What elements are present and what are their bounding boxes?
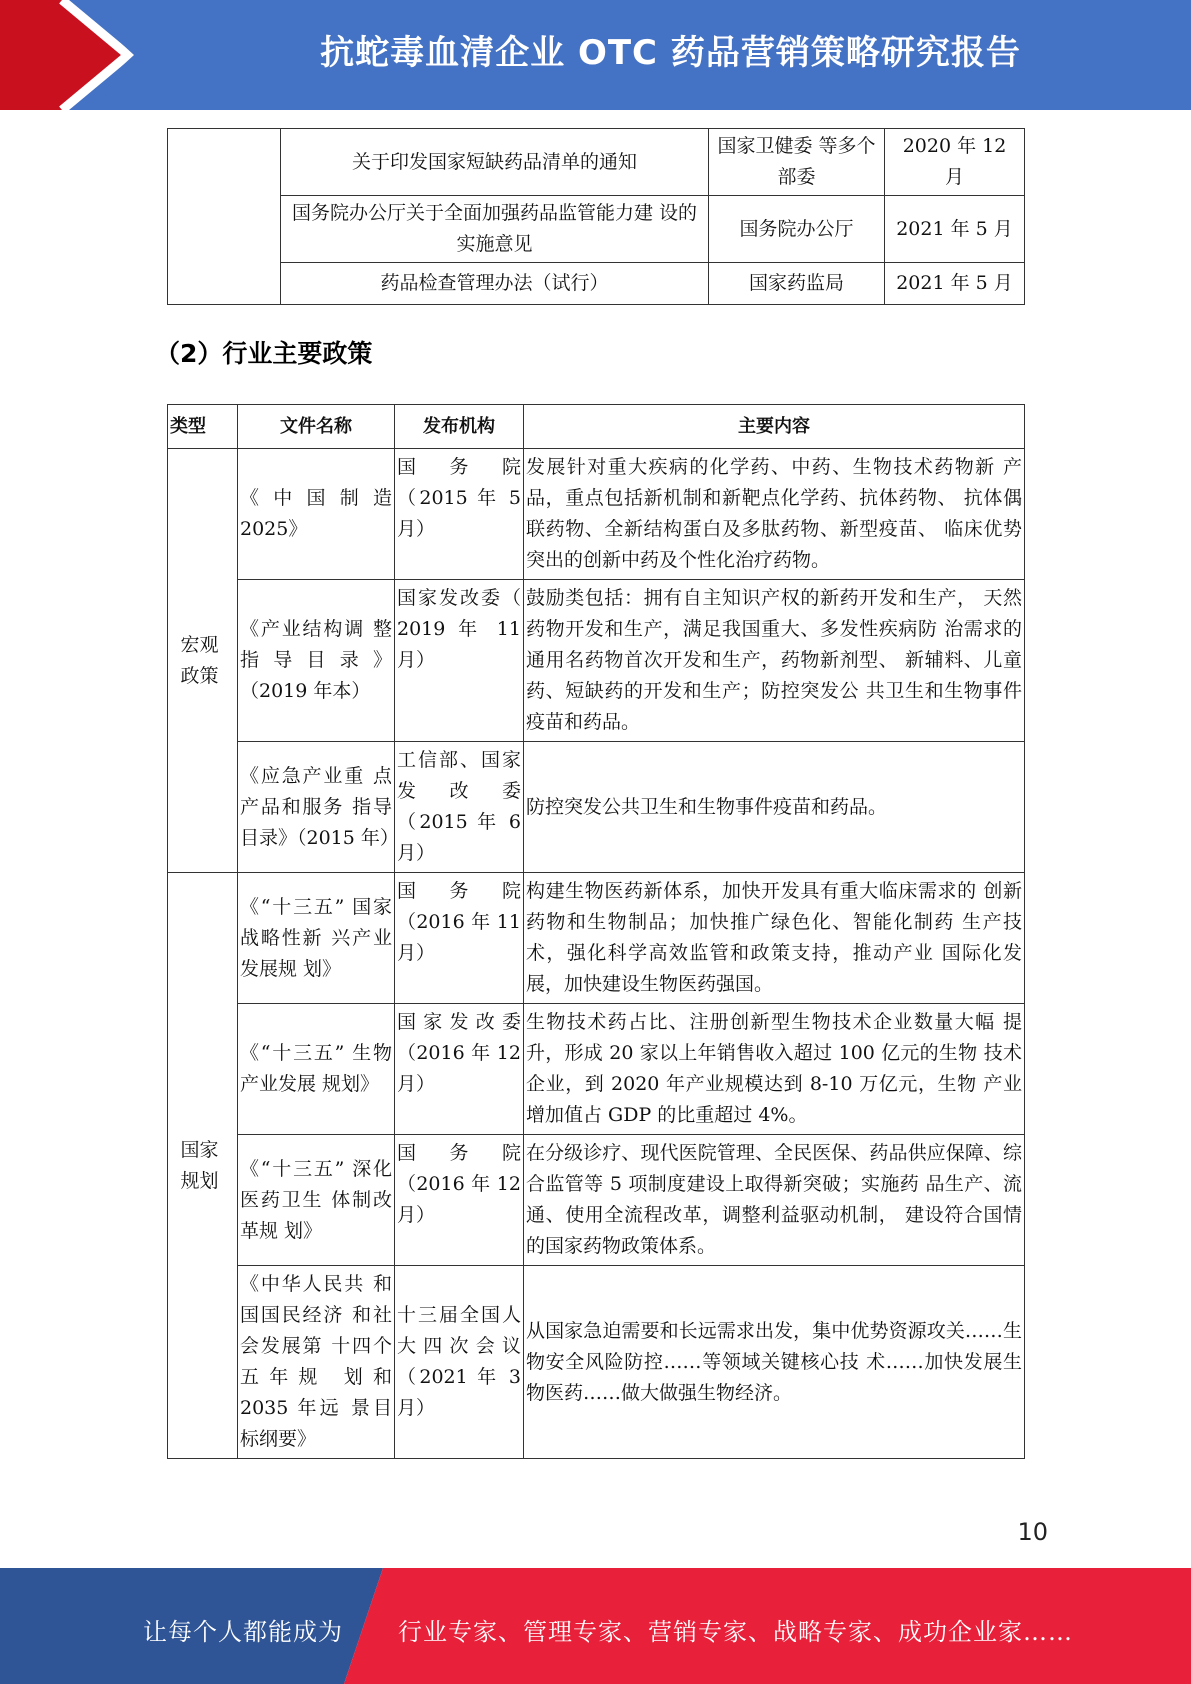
document-name: 药品检查管理办法（试行） <box>281 263 709 305</box>
main-content: 鼓励类包括：拥有自主知识产权的新药开发和生产， 天然药物开发和生产，满足我国重大、多发性疾病防 治需求的通用名药物首次开发和生产，药物新剂型、 新辅料、儿童药、短缺药的开发和生产；防控突发公 共卫生和生物事件疫苗和药品。 <box>524 580 1025 742</box>
issuer: 国务院 （2016 年 12 月） <box>395 1135 524 1266</box>
empty-type-cell <box>168 129 281 305</box>
report-title: 抗蛇毒血清企业 OTC 药品营销策略研究报告 <box>320 33 1021 73</box>
section-heading: （2）行业主要政策 <box>155 339 373 368</box>
document-name: 《“十三五” 深化医药卫生 体制改革规 划》 <box>238 1135 395 1266</box>
header-issuer: 发布机构 <box>395 405 524 449</box>
header-type: 类型 <box>168 405 238 449</box>
issuer: 国家卫健委 等多个部委 <box>709 129 885 196</box>
issue-date: 2020 年 12 月 <box>885 129 1025 196</box>
table-row <box>168 873 1025 1004</box>
header-banner <box>0 0 1191 110</box>
industry-policy-table <box>167 404 1025 1459</box>
table-row <box>168 129 1025 196</box>
main-content: 从国家急迫需要和长远需求出发，集中优势资源攻关……生物安全风险防控……等领域关键核心技 术……加快发展生物医药……做大做强生物经济。 <box>524 1266 1025 1459</box>
footer-slogan-left: 让每个人都能成为 <box>143 1618 343 1646</box>
issuer: 国务院办公厅 <box>709 196 885 263</box>
header-content: 主要内容 <box>524 405 1025 449</box>
issuer: 国务院 （2016 年 11 月） <box>395 873 524 1004</box>
document-name: 《产业结构调 整指导目录》（2019 年本） <box>238 580 395 742</box>
main-content: 生物技术药占比、注册创新型生物技术企业数量大幅 提升，形成 20 家以上年销售收入超过 100 亿元的生物 技术企业，到 2020 年产业规模达到 8-10 万亿元，生物 产业增加值占 GDP 的比重超过 4%。 <box>524 1004 1025 1135</box>
main-content: 在分级诊疗、现代医院管理、全民医保、药品供应保障、综合监管等 5 项制度建设上取得新突破；实施药 品生产、流通、使用全流程改革，调整利益驱动机制， 建设符合国情的国家药物政策体系。 <box>524 1135 1025 1266</box>
table-header-row <box>168 405 1025 449</box>
document-name: 《“十三五” 生物产业发展 规划》 <box>238 1004 395 1135</box>
header-name: 文件名称 <box>238 405 395 449</box>
document-name: 《中华人民共 和国国民经济 和社会发展第 十四个五年规 划和 2035 年远 景目标纲要》 <box>238 1266 395 1459</box>
table-row <box>168 263 1025 305</box>
issuer: 工信部、国家发改委 （2015 年 6 月） <box>395 742 524 873</box>
table-row <box>168 449 1025 580</box>
document-name: 《“十三五” 国家战略性新 兴产业发展规 划》 <box>238 873 395 1004</box>
table-row <box>168 580 1025 742</box>
issue-date: 2021 年 5 月 <box>885 263 1025 305</box>
issuer: 十三届全国人大四次会议（2021 年 3 月） <box>395 1266 524 1459</box>
issuer: 国家药监局 <box>709 263 885 305</box>
table-row <box>168 742 1025 873</box>
table-row <box>168 1135 1025 1266</box>
document-name: 国务院办公厅关于全面加强药品监管能力建 设的实施意见 <box>281 196 709 263</box>
document-name: 《中国制造 2025》 <box>238 449 395 580</box>
issuer: 国家发改委（ 2019 年 11 月） <box>395 580 524 742</box>
main-content: 防控突发公共卫生和生物事件疫苗和药品。 <box>524 742 1025 873</box>
issue-date: 2021 年 5 月 <box>885 196 1025 263</box>
continued-policy-table <box>167 128 1025 305</box>
table-row <box>168 1004 1025 1135</box>
policy-type: 国家规划 <box>168 873 238 1459</box>
issuer: 国家发改委 （2016 年 12 月） <box>395 1004 524 1135</box>
footer-slogan-right: 行业专家、管理专家、营销专家、战略专家、成功企业家…… <box>398 1618 1073 1646</box>
main-content: 构建生物医药新体系，加快开发具有重大临床需求的 创新药物和生物制品；加快推广绿色化、智能化制药 生产技术，强化科学高效监管和政策支持，推动产业 国际化发展，加快建设生物医药强国。 <box>524 873 1025 1004</box>
header-arrow-logo <box>0 0 160 110</box>
table-row <box>168 196 1025 263</box>
issuer: 国务院 （2015 年 5 月） <box>395 449 524 580</box>
document-name: 关于印发国家短缺药品清单的通知 <box>281 129 709 196</box>
main-content: 发展针对重大疾病的化学药、中药、生物技术药物新 产品，重点包括新机制和新靶点化学药、抗体药物、 抗体偶联药物、全新结构蛋白及多肽药物、新型疫苗、 临床优势突出的创新中药及个性化治疗药物。 <box>524 449 1025 580</box>
table-row <box>168 1266 1025 1459</box>
policy-type: 宏观政策 <box>168 449 238 873</box>
page-number: 10 <box>1017 1518 1048 1546</box>
document-name: 《应急产业重 点产品和服务 指导目录》（2015 年） <box>238 742 395 873</box>
